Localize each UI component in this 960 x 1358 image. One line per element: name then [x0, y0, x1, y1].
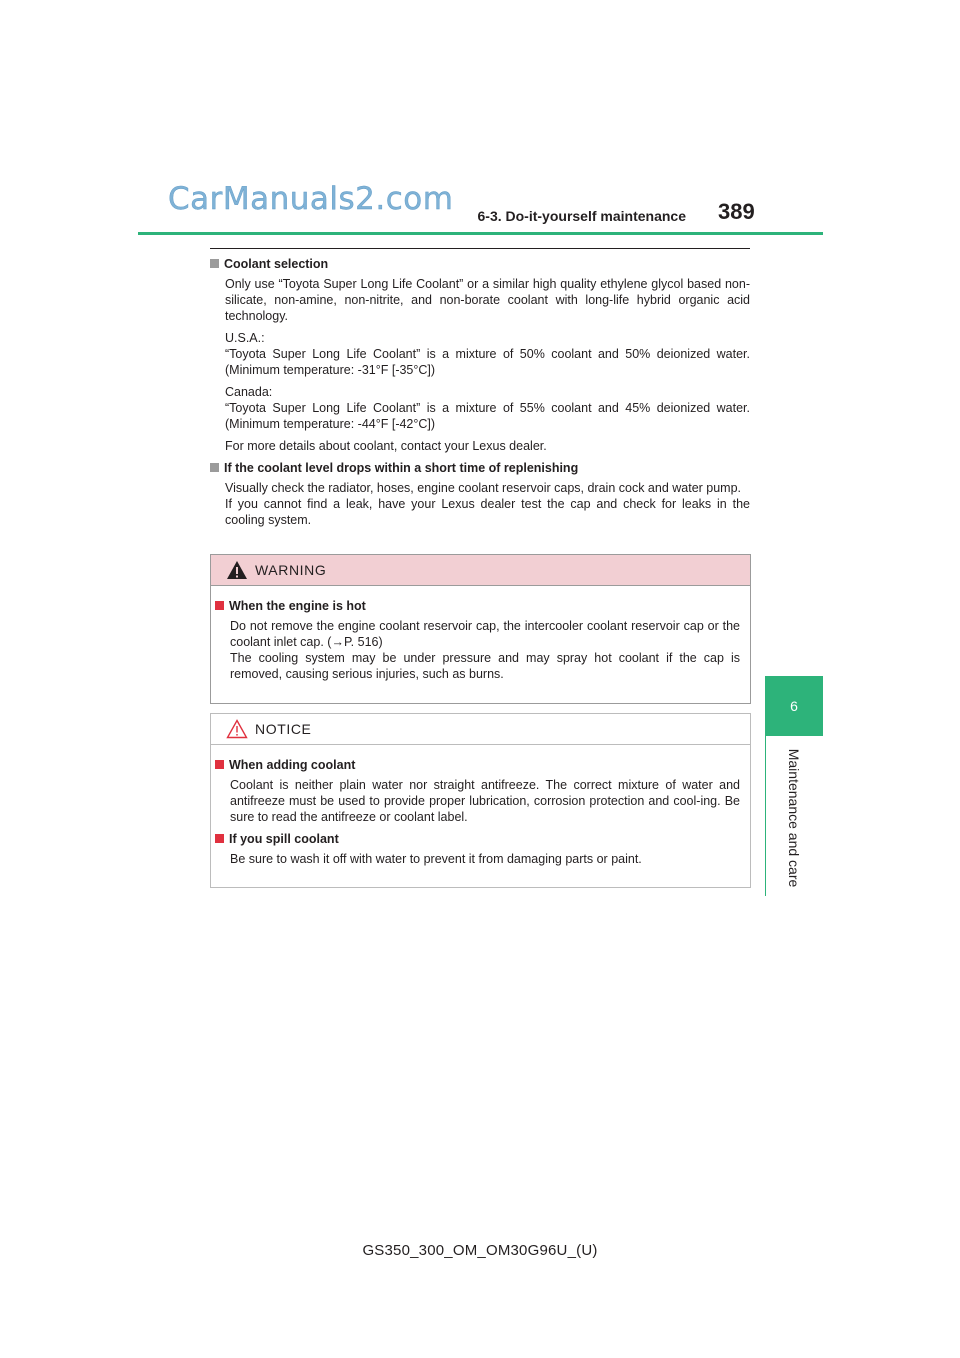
section-heading: If the coolant level drops within a short time of replenishing	[210, 460, 750, 476]
header-rule	[138, 232, 823, 235]
square-bullet-icon	[210, 463, 219, 472]
paragraph: Visually check the radiator, hoses, engine coolant reservoir caps, drain cock and water pump.	[225, 481, 742, 495]
warning-heading: When the engine is hot	[215, 598, 740, 614]
paragraph: “Toyota Super Long Life Coolant” is a mixture of 55% coolant and 45% deionized water. (Minimum temperature: -44°F [-42°C])	[225, 401, 750, 431]
notice-body	[211, 745, 750, 881]
caution-triangle-icon	[226, 719, 248, 739]
page-number: 389	[718, 199, 755, 224]
paragraph: For more details about coolant, contact your Lexus dealer.	[225, 439, 547, 453]
paragraph: If you cannot find a leak, have your Lexus dealer test the cap and check for leaks in the cooling system.	[225, 497, 750, 527]
notice-text: Coolant is neither plain water nor straight antifreeze. The correct mixture of water and antifreeze must be used to provide proper lubrication, corrosion protection and cool-ing. Be sure to read the antifreeze or coolant label.	[230, 778, 740, 824]
warning-triangle-icon	[226, 560, 248, 580]
warning-body	[211, 586, 750, 696]
chapter-tab: 6	[765, 676, 823, 736]
chapter-label: Maintenance and care	[786, 748, 802, 888]
paragraph: “Toyota Super Long Life Coolant” is a mixture of 50% coolant and 50% deionized water. (Minimum temperature: -31°F [-35°C])	[225, 347, 750, 377]
warning-text: The cooling system may be under pressure and may spray hot coolant if the cap is removed, causing serious injuries, such as burns.	[230, 651, 740, 681]
side-rule	[765, 736, 766, 896]
notice-heading: If you spill coolant	[215, 831, 740, 847]
section-title: 6-3. Do-it-yourself maintenance	[477, 208, 686, 224]
square-bullet-icon	[215, 760, 224, 769]
section-coolant-selection	[210, 256, 750, 454]
notice-box	[210, 713, 751, 888]
square-bullet-icon	[215, 601, 224, 610]
watermark-logo: CarManuals2.com	[168, 181, 454, 217]
notice-header	[211, 714, 750, 745]
warning-title: WARNING	[255, 562, 327, 578]
paragraph: Only use “Toyota Super Long Life Coolant” or a similar high quality ethylene glycol based non-silicate, non-amine, non-nitrite, and non-borate coolant with long-life hybrid organic acid technology.	[225, 277, 750, 323]
paragraph: U.S.A.:	[225, 331, 265, 345]
warning-text: Do not remove the engine coolant reservoir cap, the intercooler coolant reservoir cap or the coolant inlet cap. (→P. 516)	[230, 619, 740, 649]
warning-header	[211, 555, 750, 586]
paragraph: Canada:	[225, 385, 273, 399]
square-bullet-icon	[210, 259, 219, 268]
document-code: GS350_300_OM_OM30G96U_(U)	[362, 1242, 598, 1259]
section-heading: Coolant selection	[210, 256, 750, 272]
notice-text: Be sure to wash it off with water to prevent it from damaging parts or paint.	[230, 852, 642, 866]
warning-box	[210, 554, 751, 704]
section-coolant-level	[210, 460, 750, 528]
content-rule	[210, 248, 750, 249]
notice-title: NOTICE	[255, 721, 312, 737]
square-bullet-icon	[215, 834, 224, 843]
notice-heading: When adding coolant	[215, 757, 740, 773]
main-content	[210, 256, 750, 534]
